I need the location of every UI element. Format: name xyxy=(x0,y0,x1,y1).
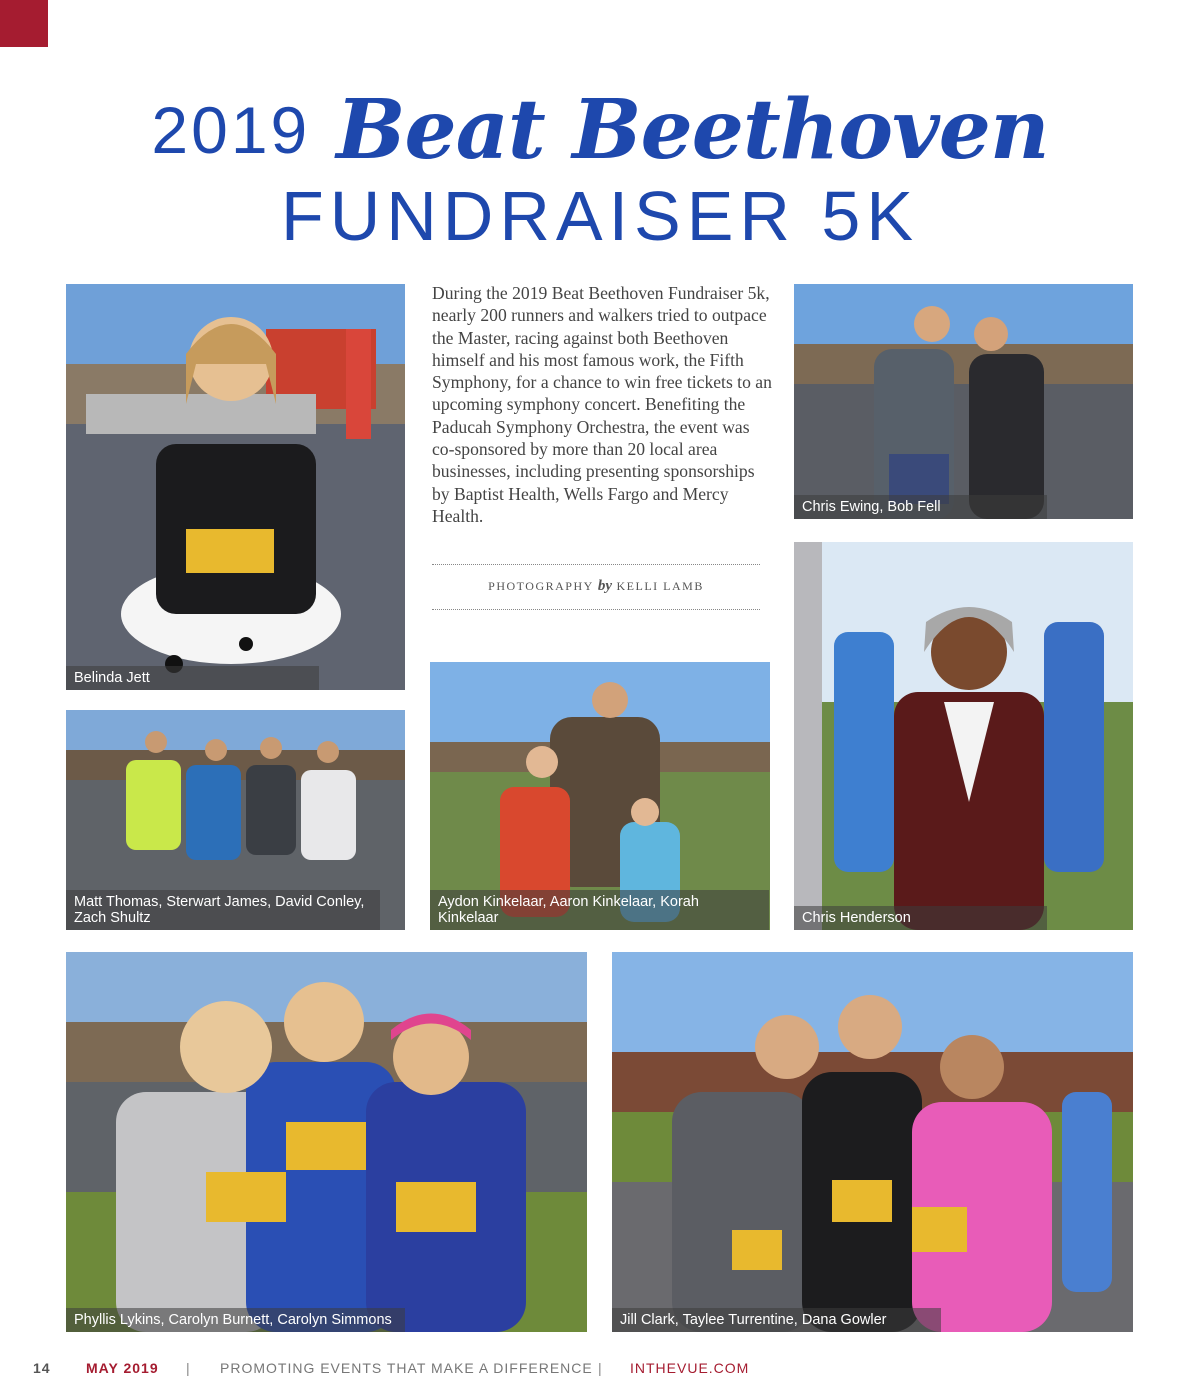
footer-separator: | xyxy=(598,1360,603,1376)
photo-caption: Matt Thomas, Sterwart James, David Conley, Zach Shultz xyxy=(66,890,380,930)
photo-image xyxy=(794,542,1133,930)
corner-accent xyxy=(0,0,48,47)
footer-separator: | xyxy=(186,1360,191,1376)
photo-chris-henderson xyxy=(794,542,1133,930)
issue-month: MAY 2019 xyxy=(86,1360,159,1376)
photo-caption: Belinda Jett xyxy=(66,666,319,690)
photo-chris-ewing-bob-fell xyxy=(794,284,1133,519)
footer-tagline: PROMOTING EVENTS THAT MAKE A DIFFERENCE xyxy=(220,1360,593,1376)
website-link[interactable]: INTHEVUE.COM xyxy=(630,1360,750,1376)
photo-kinkelaar-family xyxy=(430,662,770,930)
photo-matt-thomas-group xyxy=(66,710,405,930)
photo-caption: Phyllis Lykins, Carolyn Burnett, Carolyn Simmons xyxy=(66,1308,405,1332)
divider-top xyxy=(432,564,760,565)
credit-by: by xyxy=(597,578,613,594)
photo-image xyxy=(66,952,587,1332)
article-body: During the 2019 Beat Beethoven Fundraiser 5k, nearly 200 runners and walkers tried to outpace the Master, racing against both Beethoven himself and his most famous work, the Fifth Symphony, for a chance to win free tickets to an upcoming symphony concert. Benefiting the Paducah Symphony Orchestra, the event was co-sponsored by more than 20 local area businesses, including presenting sponsorships by Baptist Health, Wells Fargo and Mercy Health. xyxy=(432,283,772,526)
divider-bottom xyxy=(432,609,760,610)
photo-phyllis-lykins-group xyxy=(66,952,587,1332)
photo-caption: Chris Ewing, Bob Fell xyxy=(794,495,1047,519)
photo-caption: Aydon Kinkelaar, Aaron Kinkelaar, Korah Kinkelaar xyxy=(430,890,769,930)
photo-image xyxy=(794,284,1133,519)
photo-caption: Jill Clark, Taylee Turrentine, Dana Gowler xyxy=(612,1308,941,1332)
credit-name: KELLI LAMB xyxy=(616,579,704,593)
photo-belinda-jett xyxy=(66,284,405,690)
title-line-1 xyxy=(0,82,1200,182)
title-subtitle: FUNDRAISER 5K xyxy=(280,177,920,255)
photo-image xyxy=(612,952,1133,1332)
title-script: Beat Beethoven xyxy=(336,82,1049,178)
page-number: 14 xyxy=(33,1360,51,1376)
photo-credit xyxy=(432,578,760,595)
title-year: 2019 xyxy=(151,93,311,167)
photo-image xyxy=(66,284,405,690)
photo-caption: Chris Henderson xyxy=(794,906,1047,930)
photo-jill-clark-group xyxy=(612,952,1133,1332)
credit-prefix: PHOTOGRAPHY xyxy=(488,579,594,593)
